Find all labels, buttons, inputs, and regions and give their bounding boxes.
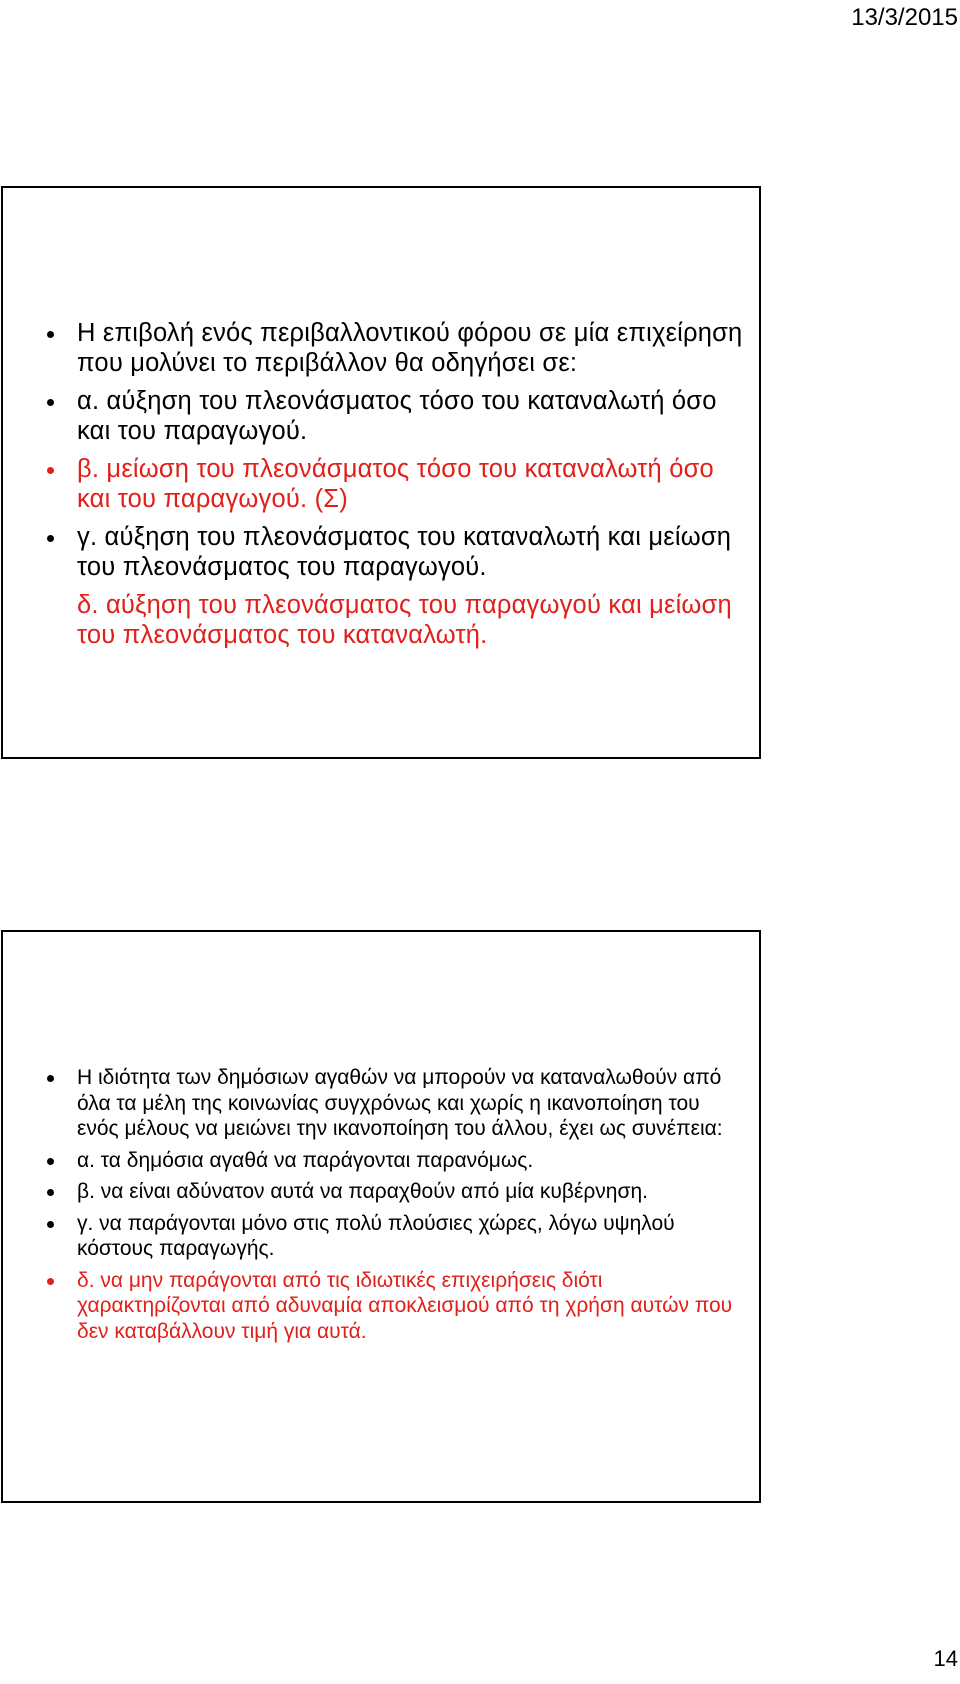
item-text: α. αύξηση του πλεονάσματος τόσο του καταναλωτή όσο και του παραγωγού. bbox=[77, 387, 717, 445]
header-date: 13/3/2015 bbox=[851, 4, 958, 31]
bullet-icon bbox=[47, 1278, 54, 1285]
bullet-list bbox=[3, 1065, 743, 1350]
answer-option-c bbox=[3, 523, 743, 582]
item-text: β. μείωση του πλεονάσματος τόσο του καταναλωτή όσο και του παραγωγού. (Σ) bbox=[77, 455, 714, 513]
item-text: δ. να μην παράγονται από τις ιδιωτικές επιχειρήσεις διότι χαρακτηρίζονται από αδυναμία αποκλεισμού από τη χρήση αυτών που δεν καταβάλλουν τιμή για αυτά. bbox=[77, 1268, 733, 1343]
bullet-icon bbox=[47, 399, 54, 406]
answer-option-d bbox=[3, 591, 743, 650]
bullet-icon bbox=[47, 331, 54, 338]
answer-option-c bbox=[3, 1211, 743, 1262]
slide-question-2 bbox=[1, 930, 761, 1503]
answer-option-a bbox=[3, 387, 743, 446]
bullet-icon bbox=[47, 467, 54, 474]
bullet-icon bbox=[47, 1189, 54, 1196]
item-text: Η ιδιότητα των δημόσιων αγαθών να μπορούν να καταναλωθούν από όλα τα μέλη της κοινωνίας συγχρόνως και χωρίς η ικανοποίηση του ενός μέλους να μειώνει την ικανοποίηση του άλλου, έχει ως συνέπεια: bbox=[77, 1066, 723, 1140]
slide-question-1 bbox=[1, 186, 761, 759]
question-text bbox=[3, 319, 743, 378]
item-text: δ. αύξηση του πλεονάσματος του παραγωγού και μείωση του πλεονάσματος του καταναλωτή. bbox=[77, 591, 732, 649]
bullet-icon bbox=[47, 1158, 54, 1165]
item-text: Η επιβολή ενός περιβαλλοντικού φόρου σε μία επιχείρηση που μολύνει το περιβάλλον θα οδηγήσει σε: bbox=[77, 319, 743, 377]
bullet-icon bbox=[47, 1221, 54, 1228]
answer-option-b-correct bbox=[3, 455, 743, 514]
bullet-icon bbox=[47, 1075, 54, 1082]
answer-option-b bbox=[3, 1179, 743, 1205]
bullet-list bbox=[3, 319, 743, 659]
answer-option-a bbox=[3, 1148, 743, 1174]
item-text: α. τα δημόσια αγαθά να παράγονται παρανόμως. bbox=[77, 1148, 534, 1172]
item-text: β. να είναι αδύνατον αυτά να παραχθούν από μία κυβέρνηση. bbox=[77, 1180, 648, 1203]
answer-option-d-correct bbox=[3, 1268, 743, 1345]
item-text: γ. αύξηση του πλεονάσματος του καταναλωτή και μείωση του πλεονάσματος του παραγωγού. bbox=[77, 523, 732, 581]
bullet-icon bbox=[47, 535, 54, 542]
question-text bbox=[3, 1065, 743, 1142]
item-text: γ. να παράγονται μόνο στις πολύ πλούσιες χώρες, λόγω υψηλού κόστους παραγωγής. bbox=[77, 1211, 675, 1260]
page-number: 14 bbox=[933, 1646, 958, 1671]
